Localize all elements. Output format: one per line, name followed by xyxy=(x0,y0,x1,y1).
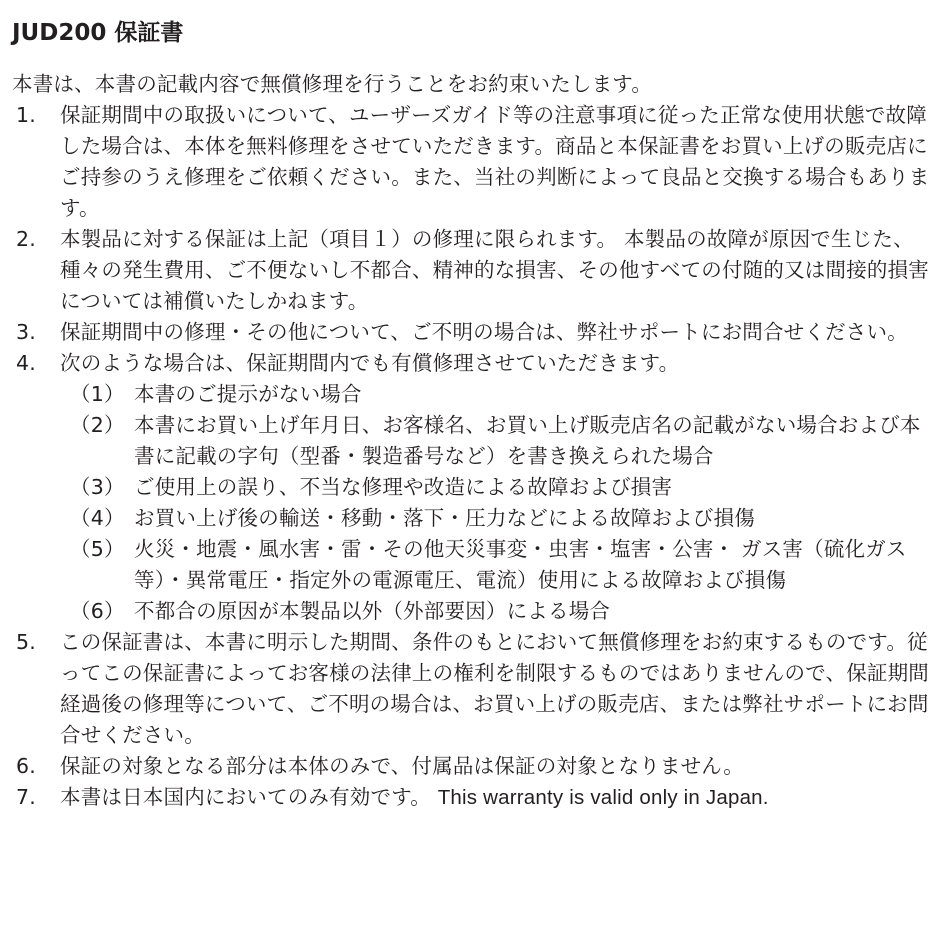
item-number: 1. xyxy=(16,103,36,127)
item-number: 4. xyxy=(16,351,36,375)
item-number: 2. xyxy=(16,227,36,251)
sub-item-text: 本書のご提示がない場合 xyxy=(134,382,362,406)
item-text-wrapper xyxy=(60,782,932,813)
sub-item-text: 火災・地震・風水害・雷・その他天災事変・虫害・塩害・公害・ ガス害（硫化ガス等）・異常電圧・指定外の電源電圧、電流）使用による故障および損傷 xyxy=(134,537,907,592)
list-item xyxy=(12,627,932,751)
document-title: JUD200 保証書 xyxy=(12,20,184,46)
sub-item-number: （2） xyxy=(70,413,125,437)
sub-item-number: （4） xyxy=(70,506,125,530)
item-text: 保証の対象となる部分は本体のみで、付属品は保証の対象となりません。 xyxy=(60,754,744,778)
sub-item-number: （6） xyxy=(70,599,125,623)
sub-list-item xyxy=(60,410,932,472)
sub-list-item xyxy=(60,472,932,503)
sub-list-item xyxy=(60,503,932,534)
warranty-terms-list xyxy=(12,100,932,813)
sub-item-text: 不都合の原因が本製品以外（外部要因）による場合 xyxy=(134,599,611,623)
list-item xyxy=(12,317,932,348)
list-item xyxy=(12,348,932,627)
list-item xyxy=(12,782,932,813)
item-text: 保証期間中の取扱いについて、ユーザーズガイド等の注意事項に従った正常な使用状態で故障した場合は、本体を無料修理をさせていただきます。商品と本保証書をお買い上げの販売店にご持参のうえ修理をご依頼ください。また、当社の判断によって良品と交換する場合もあります。 xyxy=(60,103,930,220)
paid-repair-conditions-list xyxy=(60,379,932,627)
item-number: 7. xyxy=(16,785,36,809)
intro-text: 本書は、本書の記載内容で無償修理を行うことをお約束いたします。 xyxy=(12,72,653,96)
item-text: 次のような場合は、保証期間内でも有償修理させていただきます。 xyxy=(60,351,680,375)
sub-item-text: ご使用上の誤り、不当な修理や改造による故障および損害 xyxy=(134,475,673,499)
item-number: 6. xyxy=(16,754,36,778)
list-item xyxy=(12,224,932,317)
sub-item-text: 本書にお買い上げ年月日、お客様名、お買い上げ販売店名の記載がない場合および本書に記載の字句（型番・製造番号など）を書き換えられた場合 xyxy=(134,413,921,468)
document-body xyxy=(12,69,932,813)
item-text: 保証期間中の修理・その他について、ご不明の場合は、弊社サポートにお問合せください。 xyxy=(60,320,908,344)
sub-list-item xyxy=(60,379,932,410)
item-number: 3. xyxy=(16,320,36,344)
list-item xyxy=(12,751,932,782)
item-number: 5. xyxy=(16,630,36,654)
sub-list-item xyxy=(60,534,932,596)
item-text: 本書は日本国内においてのみ有効です。 xyxy=(60,785,431,809)
sub-item-text: お買い上げ後の輸送・移動・落下・圧力などによる故障および損傷 xyxy=(134,506,755,530)
list-item xyxy=(12,100,932,224)
sub-item-number: （3） xyxy=(70,475,125,499)
sub-item-number: （5） xyxy=(70,537,125,561)
item-text: 本製品に対する保証は上記（項目１）の修理に限られます。 本製品の故障が原因で生じた、種々の発生費用、ご不便ないし不都合、精神的な損害、その他すべての付随的又は間接的損害については補償いたしかねます。 xyxy=(60,227,929,313)
sub-list-item xyxy=(60,596,932,627)
sub-item-number: （1） xyxy=(70,382,125,406)
item-text-english: This warranty is valid only in Japan. xyxy=(437,786,769,809)
item-text: この保証書は、本書に明示した期間、条件のもとにおいて無償修理をお約束するものです。従ってこの保証書によってお客様の法律上の権利を制限するものではありませんので、保証期間経過後の修理等について、ご不明の場合は、お買い上げの販売店、または弊社サポートにお問合せください。 xyxy=(60,630,929,747)
